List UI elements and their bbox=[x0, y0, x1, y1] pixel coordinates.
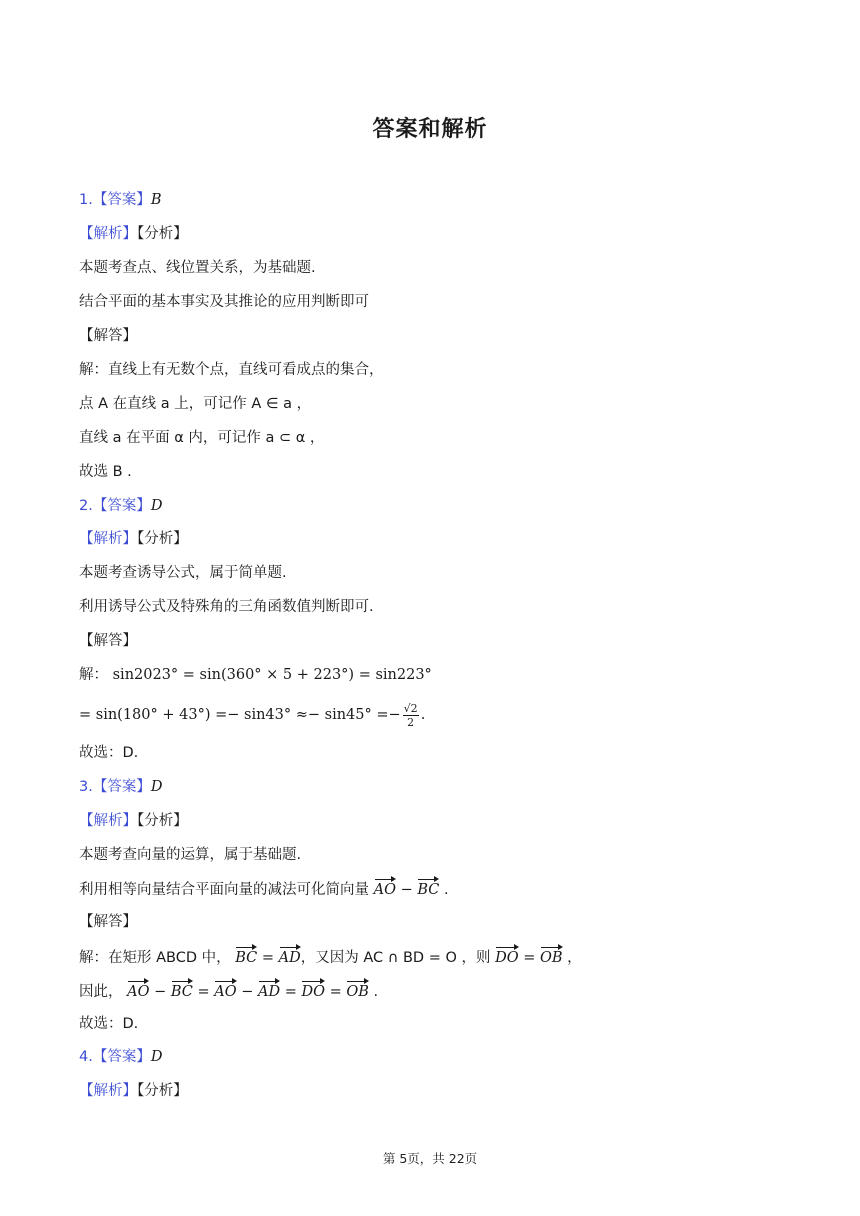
q1-fenxi-label: 【分析】 bbox=[137, 226, 188, 242]
q1-solution-2: 点 A 在直线 a 上，可记作 A ∈ a ， bbox=[79, 396, 312, 412]
vector-OB: OB bbox=[346, 978, 369, 1002]
q3-solution-1-text-b: ，又因为 AC ∩ BD = O ，则 bbox=[300, 950, 491, 966]
q3-analysis-1: 本题考查向量的运算，属于基础题. bbox=[79, 847, 302, 863]
q1-answer-line bbox=[79, 190, 162, 210]
q2-answer-line bbox=[79, 496, 162, 516]
q3-solution-2: 因此， AO − BC = AO − AD = DO = OB . bbox=[79, 978, 378, 1002]
q3-solution-3: 故选：D. bbox=[79, 1016, 139, 1032]
page-footer: 第 5页，共 22页 bbox=[382, 1151, 478, 1166]
q3-answer-value: D bbox=[150, 779, 163, 795]
q1-jieda-label: 【解答】 bbox=[79, 328, 137, 344]
q4-fenxi-label: 【分析】 bbox=[137, 1083, 188, 1099]
vector-DO: DO bbox=[301, 978, 325, 1002]
q3-solution-2-text: 因此， bbox=[79, 984, 123, 1000]
q2-answer-label[interactable]: 【答案】 bbox=[92, 498, 151, 514]
q2-fraction-denominator: 2 bbox=[407, 715, 415, 729]
q1-answer-value: B bbox=[150, 192, 162, 208]
q3-jiexi-label[interactable]: 【解析】 bbox=[79, 813, 137, 829]
vector-AD: AD bbox=[258, 978, 280, 1002]
q3-jiexi-line bbox=[79, 811, 188, 831]
q4-jiexi-line bbox=[79, 1081, 188, 1101]
q2-analysis-1: 本题考查诱导公式，属于简单题. bbox=[79, 565, 287, 581]
q4-number: 4. bbox=[79, 1049, 93, 1065]
vector-AD: AD bbox=[279, 944, 301, 968]
q1-solution-1: 解：直线上有无数个点，直线可看成点的集合， bbox=[79, 362, 384, 378]
q1-number: 1. bbox=[79, 192, 93, 208]
vector-BC: BC bbox=[417, 876, 439, 900]
q2-solution-2-expr: = sin(180° + 43°) =− sin43° ≈− sin45° =− bbox=[79, 707, 401, 723]
q2-answer-value: D bbox=[150, 498, 163, 514]
q2-solution-2 bbox=[79, 700, 425, 730]
q2-jieda-label: 【解答】 bbox=[79, 633, 137, 649]
vector-BC: BC bbox=[235, 944, 257, 968]
q2-fenxi-label: 【分析】 bbox=[137, 531, 188, 547]
q2-solution-3: 故选：D. bbox=[79, 745, 139, 761]
vector-AO: AO bbox=[127, 978, 149, 1002]
q3-number: 3. bbox=[79, 779, 93, 795]
q2-fraction bbox=[403, 702, 419, 729]
q1-jiexi-line bbox=[79, 224, 188, 244]
q3-jieda-label: 【解答】 bbox=[79, 914, 137, 930]
vector-AO: AO bbox=[374, 876, 396, 900]
q1-answer-label[interactable]: 【答案】 bbox=[92, 192, 151, 208]
q2-solution-1: 解： sin2023° = sin(360° × 5 + 223°) = sin223° bbox=[79, 667, 432, 683]
q1-analysis-2: 结合平面的基本事实及其推论的应用判断即可 bbox=[79, 294, 369, 310]
q1-solution-3: 直线 a 在平面 α 内，可记作 a ⊂ α ， bbox=[79, 430, 325, 446]
q2-analysis-2: 利用诱导公式及特殊角的三角函数值判断即可. bbox=[79, 599, 374, 615]
q3-answer-label[interactable]: 【答案】 bbox=[92, 779, 151, 795]
page-title: 答案和解析 bbox=[372, 117, 488, 142]
q4-answer-label[interactable]: 【答案】 bbox=[92, 1049, 151, 1065]
vector-OB: OB bbox=[540, 944, 563, 968]
vector-DO: DO bbox=[495, 944, 519, 968]
q2-jiexi-label[interactable]: 【解析】 bbox=[79, 531, 137, 547]
q3-analysis-2-text: 利用相等向量结合平面向量的减法可化简向量 bbox=[79, 882, 369, 898]
q3-analysis-2: 利用相等向量结合平面向量的减法可化简向量 AO − BC . bbox=[79, 876, 449, 900]
q4-answer-value: D bbox=[150, 1049, 163, 1065]
q2-number: 2. bbox=[79, 498, 93, 514]
q4-jiexi-label[interactable]: 【解析】 bbox=[79, 1083, 137, 1099]
q1-jiexi-label[interactable]: 【解析】 bbox=[79, 226, 137, 242]
q4-answer-line bbox=[79, 1047, 162, 1067]
q1-solution-4: 故选 B . bbox=[79, 464, 132, 480]
q2-solution-2-end: . bbox=[420, 707, 426, 723]
q3-fenxi-label: 【分析】 bbox=[137, 813, 188, 829]
q2-fraction-numerator: √2 bbox=[403, 701, 418, 715]
q2-jiexi-line bbox=[79, 529, 188, 549]
q3-solution-1: 解：在矩形 ABCD 中， BC = AD，又因为 AC ∩ BD = O ，则 DO = OB ， bbox=[79, 944, 582, 968]
vector-BC: BC bbox=[171, 978, 193, 1002]
q1-analysis-1: 本题考查点、线位置关系，为基础题. bbox=[79, 260, 316, 276]
vector-AO: AO bbox=[214, 978, 236, 1002]
q3-solution-1-text-a: 解：在矩形 ABCD 中， bbox=[79, 950, 231, 966]
q3-answer-line bbox=[79, 777, 162, 797]
